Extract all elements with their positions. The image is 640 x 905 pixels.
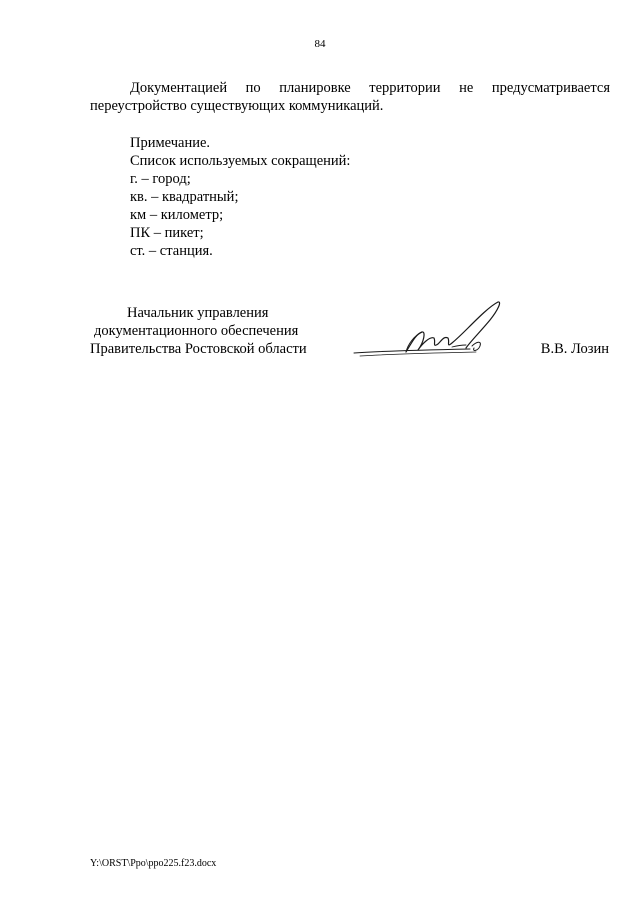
signatory-title-line: Правительства Ростовской области: [90, 341, 307, 357]
signatory-title-line: Начальник управления: [127, 305, 269, 321]
signatory-name: В.В. Лозин: [540, 341, 609, 357]
body-paragraph: [90, 80, 610, 115]
abbreviation-item: кв. – квадратный;: [130, 189, 239, 205]
footer-file-path: Y:\ORST\Ppo\ppo225.f23.docx: [90, 858, 217, 869]
abbreviation-item: ст. – станция.: [130, 243, 213, 259]
signatory-title-line: документационного обеспечения: [94, 323, 299, 339]
abbreviation-item: км – километр;: [130, 207, 224, 223]
handwritten-signature: [352, 296, 512, 366]
body-paragraph-text: Документацией по планировке территории не предусматривается переустройство существующих коммуникаций.: [90, 80, 610, 114]
abbreviation-item: г. – город;: [130, 171, 191, 187]
abbreviations-note: [130, 134, 350, 260]
signatory-title: [90, 304, 307, 358]
note-heading: Примечание.: [130, 135, 211, 151]
page-number: 84: [314, 38, 326, 50]
abbreviation-item: ПК – пикет;: [130, 225, 204, 241]
abbreviations-list-title: Список используемых сокращений:: [130, 153, 351, 169]
